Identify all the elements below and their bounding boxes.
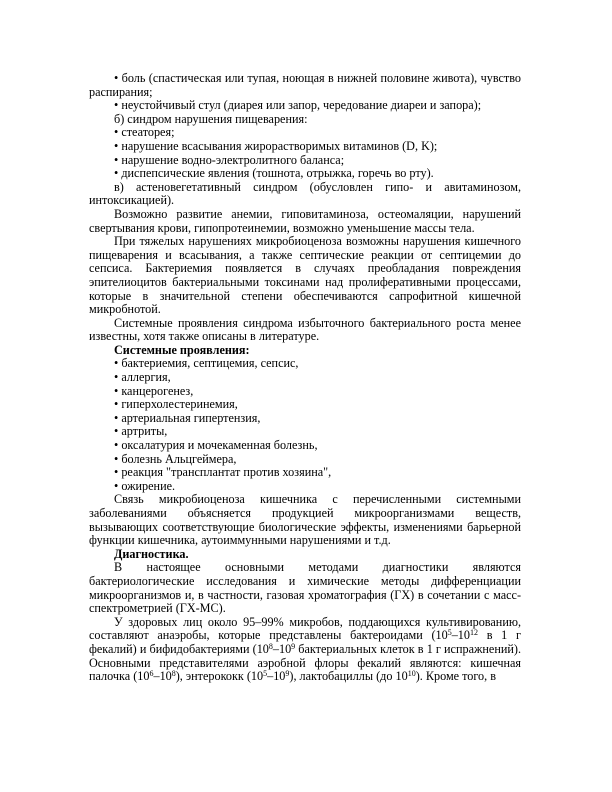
text-run: –10 [272,641,292,656]
intro-item: • стеаторея; [114,125,175,140]
diagnostics-heading: Диагностика. [114,546,189,561]
systemic-item: • канцерогенез, [114,383,194,398]
text-run: ), лактобациллы (до 10 [289,669,408,684]
exponent: 8 [268,641,273,651]
exponent: 10 [407,669,416,679]
text-run: У здоровых лиц около 95–99% микробов, поддающихся культивированию, составляют анаэробы, которые представлены бактероидами (10 [89,614,521,643]
intro-item: • нарушение водно-электролитного баланса; [114,152,345,167]
systemic-item: • реакция "трансплантат против хозяина", [114,465,332,480]
intro-item: • боль (спастическая или тупая, ноющая в нижней половине живота), чувство распирания; [89,71,521,99]
exponent: 12 [469,628,478,638]
page-content [89,72,521,684]
text-run: –10 [451,628,470,643]
intro-item: б) синдром нарушения пищеварения: [114,111,308,126]
paragraph-link: Связь микробиоценоза кишечника с перечисленными системными заболеваниями объясняется продукцией микроорганизмами веществ, вызывающих соответствующие биологические эффекты, изменениями барьерной функции кишечника, аутоиммунными нарушениями и т.д. [89,492,521,548]
text-run: ). Кроме того, в [415,669,497,684]
intro-item: • диспепсические явления (тошнота, отрыжка, горечь во рту). [114,166,434,181]
text-run: –10 [153,669,172,684]
systemic-item: • ожирение. [114,478,176,493]
exponent: 8 [171,669,176,679]
systemic-heading: Системные проявления: [114,342,250,357]
text-run: в 1 г фекалий) и бифидобактериями (10 [89,628,521,656]
paragraph-systemic-intro: Системные проявления синдрома избыточного бактериального роста менее известны, хотя также описаны в литературе. [89,315,521,344]
systemic-item: • артериальная гипертензия, [114,410,261,425]
text-run: –10 [267,669,286,684]
systemic-item: • артриты, [114,424,168,439]
intro-item: в) астеновегетативный синдром (обусловлен гипо- и авитаминозом, интоксикацией). [89,179,521,208]
exponent: 9 [285,669,290,679]
paragraph-severe-disorders: При тяжелых нарушениях микробиоценоза возможны нарушения кишечного пищеварения и всасывания, а также септические реакции от септицемии до сепсиса. Бактериемия появляется в случаях преобладания повреждения эпителиоцитов бактериальными токсинами над пролиферативными процессами, которые в значительной степени обеспечиваются сапрофитной кишечной микробнотой. [89,234,521,317]
exponent: 5 [263,669,268,679]
text-run: бактериальных клеток в 1 г испражнений). Основными представителями аэробной флоры фекалий являются: кишечная палочка (10 [89,641,522,684]
systemic-item: • гиперхолестеринемия, [114,397,238,412]
systemic-item: • болезнь Альцгеймера, [114,451,237,466]
text-run: ), энтерококк (10 [175,669,264,684]
exponent: 5 [447,628,452,638]
systemic-item: • оксалатурия и мочекаменная болезнь, [114,438,318,453]
paragraph-methods: В настоящее основными методами диагностики являются бактериологические исследования и химические методы дифференциации микроорганизмов и, в частности, газовая хроматография (ГХ) в сочетании с масс-спектрометрией (ГХ-МС). [89,560,521,616]
paragraph-anemia: Возможно развитие анемии, гиповитаминоза, остеомаляции, нарушений свертывания крови, гипопротеинемии, возможно уменьшение массы тела. [89,206,521,235]
intro-item: • нарушение всасывания жирорастворимых витаминов (D, K); [114,138,438,153]
exponent: 6 [149,669,154,679]
paragraph-healthy-flora [89,616,521,684]
exponent: 9 [291,641,296,651]
intro-item: • неустойчивый стул (диарея или запор, чередование диареи и запора); [114,98,482,113]
systemic-item: • бактериемия, септицемия, сепсис, [114,356,299,371]
systemic-item: • аллергия, [114,370,171,385]
